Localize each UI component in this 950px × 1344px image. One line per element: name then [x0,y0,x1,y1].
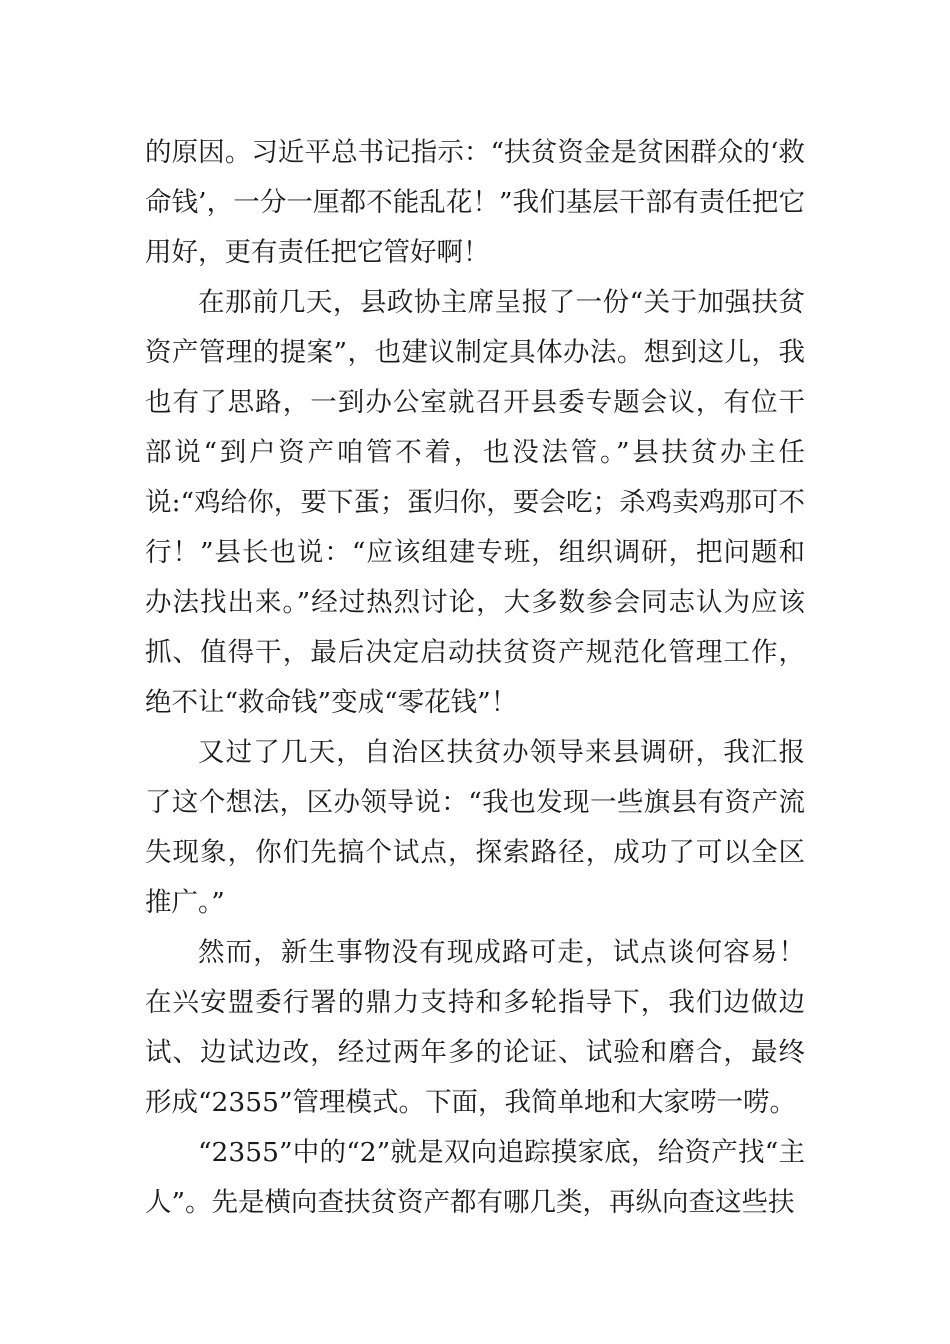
paragraph: “2355”中的“2”就是双向追踪摸家底，给资产找“主人”。先是横向查扶贫资产都有哪几类，再纵向查这些扶 [145,1137,805,1218]
paragraph: 又过了几天，自治区扶贫办领导来县调研，我汇报了这个想法，区办领导说：“我也发现一些旗县有资产流失现象，你们先搞个试点，探索路径，成功了可以全区推广。” [145,737,805,918]
paragraph: 在那前几天，县政协主席呈报了一份“关于加强扶贫资产管理的提案”，也建议制定具体办法。想到这儿，我也有了思路，一到办公室就召开县委专题会议，有位干部说“到户资产咱管不着，也没法管。”县扶贫办主任说:“鸡给你，要下蛋；蛋归你，要会吃；杀鸡卖鸡那可不行！”县长也说：“应该组建专班，组织调研，把问题和办法找出来。”经过热烈讨论，大多数参会同志认为应该抓、值得干，最后决定启动扶贫资产规范化管理工作，绝不让“救命钱”变成“零花钱”！ [145,287,805,718]
document-body [145,128,805,1228]
paragraph: 的原因。习近平总书记指示：“扶贫资金是贫困群众的‘救命钱’，一分一厘都不能乱花！”我们基层干部有责任把它用好，更有责任把它管好啊！ [145,137,805,268]
paragraph: 然而，新生事物没有现成路可走，试点谈何容易！在兴安盟委行署的鼎力支持和多轮指导下，我们边做边试、边试边改，经过两年多的论证、试验和磨合，最终形成“2355”管理模式。下面，我简单地和大家唠一唠。 [145,937,805,1118]
